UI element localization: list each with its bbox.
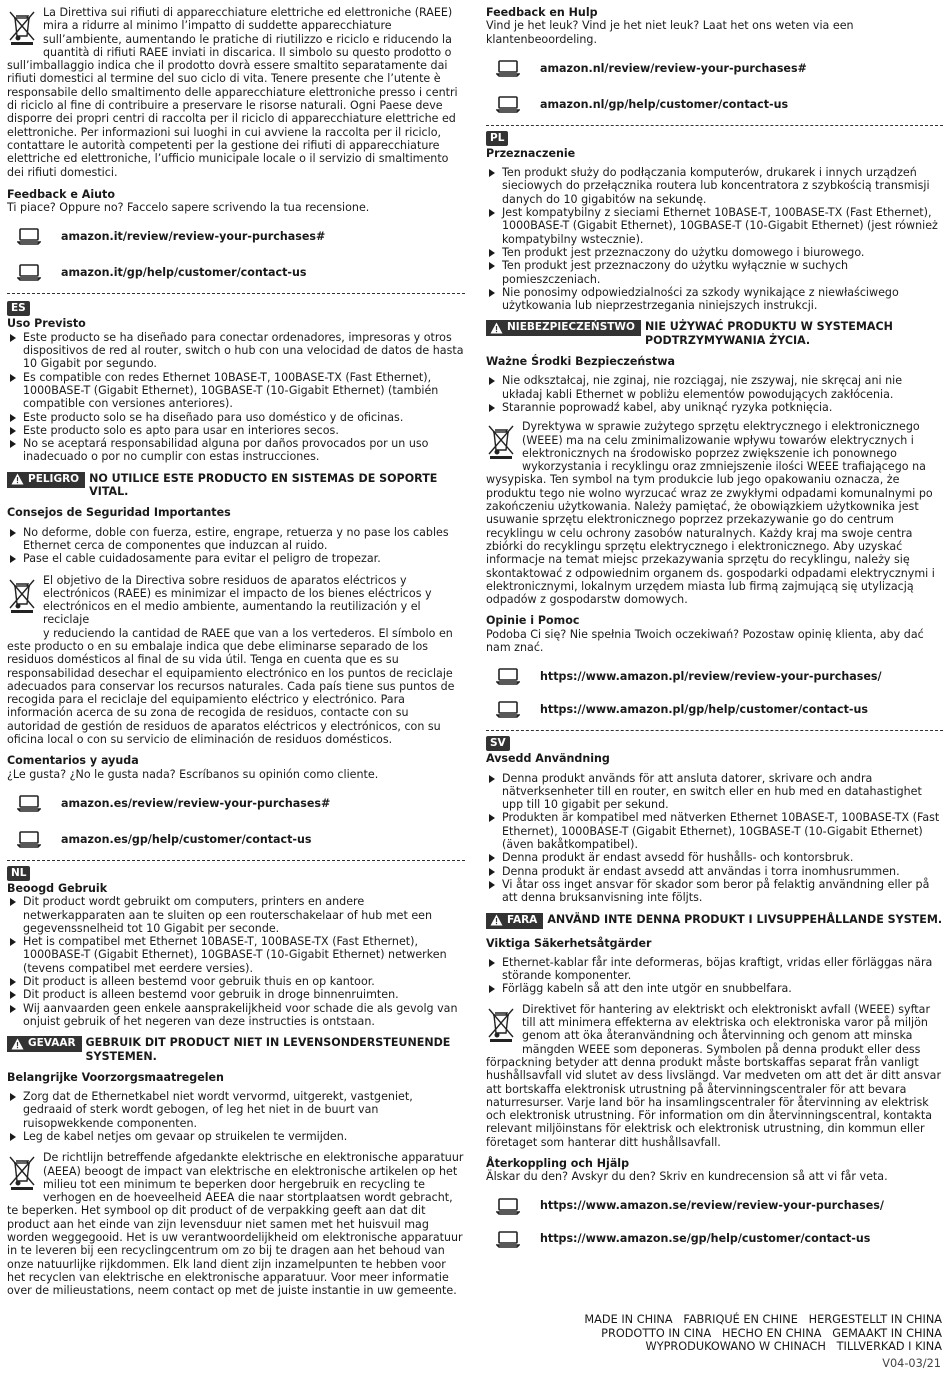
nl-language-tag: NL (7, 866, 30, 881)
es-feedback-title: Comentarios y ayuda (7, 754, 139, 768)
divider (486, 730, 943, 731)
sv-review-link[interactable]: https://www.amazon.se/review/review-your-purchases/ (540, 1199, 884, 1213)
list-item: Zorg dat de Ethernetkabel niet wordt vervormd, uitgerekt, vastgeniet, gedraaid of sterk wordt gebogen, of leg het niet in de buurt van ruisopwekkende componenten. (7, 1090, 465, 1130)
divider (7, 293, 465, 294)
nl-safety-title: Belangrijke Voorzorgsmaatregelen (7, 1070, 224, 1084)
it-contact-link[interactable]: amazon.it/gp/help/customer/contact-us (61, 266, 307, 280)
laptop-icon (17, 795, 41, 812)
list-item: Nie odkształcaj, nie zginaj, nie rozciągaj, nie zszywaj, nie skręcaj ani nie układaj kabli Ethernet w pobliżu elementów powodujących zakłócenia. (486, 374, 943, 401)
pl-safety-title: Ważne Środki Bezpieczeństwa (486, 355, 675, 369)
es-weee-line: El objetivo de la Directiva sobre residuos de aparatos eléctricos y (43, 573, 407, 587)
list-item: Dit product is alleen bestemd voor gebruik in droge binnenruimten. (7, 988, 465, 1001)
it-review-link[interactable]: amazon.it/review/review-your-purchases# (61, 230, 326, 244)
list-item: Es compatible con redes Ethernet 10BASE-T, 100BASE-TX (Fast Ethernet), 1000BASE-T (Gigabit Ethernet), 10GBASE-T (10-Gigabit Ethernet) (también compatible con versiones anteriores). (7, 371, 465, 411)
list-item: Förlägg kabeln så att den inte utgör en snubbelfara. (486, 982, 943, 995)
list-item: Jest kompatybilny z sieciami Ethernet 10BASE-T, 100BASE-TX (Fast Ethernet), 1000BASE-T (Gigabit Ethernet), 10GBASE-T (10-Gigabit Ethernet) (jest również kompatybilny wstecznie). (486, 206, 943, 246)
laptop-icon (17, 228, 41, 245)
made-in-footer (584, 1313, 942, 1354)
laptop-icon (496, 668, 520, 685)
list-item: Este producto solo se ha diseñado para uso doméstico y de oficinas. (7, 411, 465, 424)
pl-link-review[interactable] (486, 668, 943, 685)
it-feedback-title: Feedback e Aiuto (7, 187, 115, 201)
laptop-icon (17, 831, 41, 848)
nl-safety-list (7, 1090, 465, 1143)
list-item: Este producto solo es apto para usar en interiores secos. (7, 424, 465, 437)
pl-feedback-text: Podoba Ci się? Nie spełnia Twoich oczekiwań? Pozostaw opinię klienta, aby dać nam znać. (486, 627, 924, 654)
list-item: No deforme, doble con fuerza, estire, engrape, retuerza y no pase los cables Ethernet cerca de componentes que induzcan al ruido. (7, 526, 465, 553)
list-item: Vi åtar oss inget ansvar för skador som beror på felaktig användning eller på att denna bruksanvisning inte följts. (486, 878, 943, 905)
list-item: No se aceptará responsabilidad alguna por daños provocados por un uso inadecuado o por no cumplir con estas instrucciones. (7, 437, 465, 464)
pl-weee-line: elektronicznych na środowisko poprzez zwiększenie ich ponownego (522, 446, 897, 460)
sv-contact-link[interactable]: https://www.amazon.se/gp/help/customer/contact-us (540, 1232, 871, 1246)
laptop-icon (496, 60, 520, 77)
divider (7, 860, 465, 861)
it-link-review[interactable] (7, 228, 465, 245)
sv-use-title: Avsedd Användning (486, 752, 610, 766)
nl-weee-line: (AEEA) beoogt de impact van elektrische en elektronische artikelen op het (43, 1164, 458, 1178)
list-item: Ten produkt jest przeznaczony do użytku wyłącznie w suchych pomieszczeniach. (486, 259, 943, 286)
pl-warning (486, 320, 943, 347)
es-weee-line: y reduciendo la cantidad de RAEE que van a los vertederos. El símbolo en (43, 626, 453, 640)
es-warning (7, 472, 465, 499)
es-feedback-text: ¿Le gusta? ¿No le gusta nada? Escríbanos su opinión como cliente. (7, 767, 379, 781)
pl-warning-text: NIE UŻYWAĆ PRODUKTU W SYSTEMACH PODTRZYMYWANIA ŻYCIA. (644, 320, 893, 347)
sv-safety-list (486, 956, 943, 996)
list-item: Denna produkt är endast avsedd att användas i torra inomhusrummen. (486, 865, 943, 878)
right-column (486, 6, 943, 1260)
es-warning-badge: PELIGRO (7, 472, 85, 488)
list-item: Denna produkt används för att ansluta datorer, skrivare och andra nätverksenheter till en router, en switch eller en hub med en datahastighet upp till 10 gigabit per sekund. (486, 772, 943, 812)
es-link-review[interactable] (7, 795, 465, 812)
pl-weee-line: wykorzystania i recyklingu oraz zmniejszenie ilości WEEE trafiającego na (522, 460, 926, 474)
nl-contact-link[interactable]: amazon.nl/gp/help/customer/contact-us (540, 97, 789, 111)
sv-use-list (486, 772, 943, 905)
footer-line: WYPRODUKOWANO W CHINACH TILLVERKAD I KINA (645, 1340, 942, 1353)
laptop-icon (496, 1231, 520, 1248)
es-safety-list (7, 526, 465, 566)
pl-use-title: Przeznaczenie (486, 146, 576, 160)
nl-review-link[interactable]: amazon.nl/review/review-your-purchases# (540, 61, 807, 75)
it-link-contact[interactable] (7, 264, 465, 281)
footer-line: MADE IN CHINA FABRIQUÉ EN CHINE HERGESTELLT IN CHINA (584, 1313, 942, 1326)
es-review-link[interactable]: amazon.es/review/review-your-purchases# (61, 796, 331, 810)
list-item: Ten produkt jest przeznaczony do użytku domowego i biurowego. (486, 246, 943, 259)
nl-warning-text: GEBRUIK DIT PRODUCT NIET IN LEVENSONDERSTEUNENDE SYSTEMEN. (85, 1036, 451, 1063)
sv-link-contact[interactable] (486, 1231, 943, 1248)
es-language-tag: ES (7, 301, 30, 316)
sv-weee-rest: förpackning betyder att denna produkt måste bortskaffas separat från vanligt hushållsavfall vid slutet av dess livslängd. Var medveten om att det är ditt ansvar att bortskaffa elektronisk utrustning på återvinningscentraler för att bevara naturresurser. Varje land bör ha insamlingscentraler för återvinning av elektrisk och elektronisk utrustning. För information om din återvinningscentral, kontakta relevant miljöinstans för elektrisk och elektronisk utrustning, din kommun eller företaget som hanterar ditt hushållsavfall. (486, 1055, 942, 1149)
list-item: Het is compatibel met Ethernet 10BASE-T, 100BASE-TX (Fast Ethernet), 1000BASE-T (Gigabit Ethernet), 10GBASE-T (10-Gigabit Ethernet) netwerken (tevens compatibel met eerdere versies). (7, 935, 465, 975)
list-item: Ethernet-kablar får inte deformeras, böjas kraftigt, vridas eller förläggas nära störande komponenter. (486, 956, 943, 983)
sv-feedback-title: Återkoppling och Hjälp (486, 1157, 630, 1170)
laptop-icon (496, 701, 520, 718)
pl-weee-line: Dyrektywa w sprawie zużytego sprzętu elektrycznego i elektronicznego (522, 420, 920, 434)
nl-weee-line: De richtlijn betreffende afgedankte elektrische en elektronische apparatuur (43, 1151, 464, 1165)
nl-use-title: Beoogd Gebruik (7, 881, 108, 895)
nl-weee-line: milieu tot een minimum te beperken door hergebruik en recycling te (43, 1177, 425, 1191)
pl-contact-link[interactable]: https://www.amazon.pl/gp/help/customer/contact-us (540, 703, 868, 717)
list-item: Wij aanvaarden geen enkele aansprakelijkheid voor schade die als gevolg van onjuist gebruik of het negeren van deze instructies is ontstaan. (7, 1002, 465, 1029)
nl-weee-rest: te beperken. Het symbool op dit product of de verpakking geeft aan dat dit product aan het einde van zijn levensduur niet samen met het huisvuil mag worden weggegooid. Het is uw verantwoordelijkheid om elektronische apparatuur in te leveren bij een recyclingcentrum om zo bij te dragen aan het behoud van onze natuurlijke rijkdommen. Elk land dient zijn inzamelpunten te hebben voor het recyclen van elektrische en elektronische apparatuur. Voor meer informatie over de milieustations, neem contact op met de juiste instantie in uw gemeente. (7, 1204, 463, 1298)
es-warning-text: NO UTILICE ESTE PRODUCTO EN SISTEMAS DE SOPORTE VITAL. (89, 471, 438, 499)
it-weee-section (7, 6, 465, 179)
list-item: Ten produkt służy do podłączania komputerów, drukarek i innych urządzeń sieciowych do przełącznika routera lub koncentratora z szybkością transmisji danych do 10 gigabitów na sekundę. (486, 166, 943, 206)
list-item: Este producto se ha diseñado para conectar ordenadores, impresoras y otros dispositivos de red al router, switch o hub con una velocidad de datos de hasta 10 Gigabit por segundo. (7, 331, 465, 371)
nl-link-review[interactable] (486, 60, 943, 77)
version-code: V04-03/21 (882, 1357, 941, 1370)
it-feedback-text: Ti piace? Oppure no? Faccelo sapere scrivendo la tua recensione. (7, 201, 370, 215)
es-weee-section (7, 574, 465, 747)
laptop-icon (496, 1198, 520, 1215)
nl-use-list (7, 895, 465, 1028)
nl-link-contact[interactable] (486, 96, 943, 113)
list-item: Dit product is alleen bestemd voor gebruik thuis en op kantoor. (7, 975, 465, 988)
weee-bin-icon (7, 576, 37, 614)
pl-language-tag: PL (486, 131, 508, 146)
nl-feedback-title: Feedback en Hulp (486, 6, 598, 19)
nl-warning-badge: GEVAAR (7, 1036, 82, 1052)
pl-feedback-title: Opinie i Pomoc (486, 614, 580, 628)
sv-warning-badge: FARA (486, 913, 543, 929)
pl-use-list (486, 166, 943, 312)
it-weee-text: La Direttiva sui rifiuti di apparecchiature elettriche ed elettroniche (RAEE) mira a ridurre al minimo l’impatto di suddette apparecchiature sull’ambiente, aumentando le pratiche di riutilizzo e riciclo e riducendo la quantità di rifiuti RAEE inviati in discarica. Il simbolo su questo prodotto o sull’imballaggio indica che il prodotto dovrà essere smaltito separatamente dai rifiuti domestici al termine del suo ciclo di vita. Tenere presente che l’utente è responsabile dello smaltimento delle apparecchiature elettroniche presso i centri di riciclo al fine di contribuire a preservare le risorse naturali. Ogni Paese deve disporre dei propri centri di raccolta per il riciclo di apparecchiature elettriche ed elettroniche. Per informazioni sui luoghi in cui avviene la raccolta per il riciclo, contattare le autorità competenti per la gestione dei rifiuti di apparecchiature elettriche ed elettroniche, l’ufficio municipale locale o il servizio di smaltimento dei rifiuti domestici. (7, 6, 458, 179)
list-item: Denna produkt är endast avsedd för hushålls- och kontorsbruk. (486, 851, 943, 864)
footer-line: PRODOTTO IN CINA HECHO EN CHINA GEMAAKT IN CHINA (601, 1326, 942, 1340)
sv-weee-section (486, 1003, 943, 1149)
weee-bin-icon (486, 422, 516, 460)
list-item: Nie ponosimy odpowiedzialności za szkody wynikające z niewłaściwego użytkowania lub nieprzestrzegania niniejszych instrukcji. (486, 286, 943, 313)
warning-triangle-icon (490, 914, 507, 926)
list-item: Starannie poprowadź kabel, aby uniknąć ryzyka potknięcia. (486, 401, 943, 414)
list-item: Dit product wordt gebruikt om computers, printers en andere netwerkapparaten aan te sluiten op een routerschakelaar of hub met een gegevenssnelheid tot 10 Gigabit per seconde. (7, 895, 465, 935)
list-item: Produkten är kompatibel med nätverken Ethernet 10BASE-T, 100BASE-TX (Fast Ethernet), 1000BASE-T (Gigabit Ethernet), 10GBASE-T (10-Gigabit Ethernet) (även bakåtkompatibel). (486, 811, 943, 851)
pl-weee-section (486, 420, 943, 606)
list-item: Pase el cable cuidadosamente para evitar el peligro de tropezar. (7, 552, 465, 565)
es-weee-line: electrónicos (RAEE) es minimizar el impacto de los bienes eléctricos y (43, 586, 432, 600)
sv-safety-title: Viktiga Säkerhetsåtgärder (486, 936, 652, 950)
es-use-title: Uso Previsto (7, 317, 86, 331)
warning-triangle-icon (11, 1038, 28, 1050)
es-contact-link[interactable]: amazon.es/gp/help/customer/contact-us (61, 832, 312, 846)
sv-feedback-text: Älskar du den? Avskyr du den? Skriv en kundrecension så att vi får veta. (486, 1170, 888, 1184)
sv-weee-line: till att minimera effekterna av elektriska och elektroniska varor på miljön (522, 1016, 928, 1030)
laptop-icon (17, 264, 41, 281)
list-item: Leg de kabel netjes om gevaar op struikelen te vermijden. (7, 1130, 465, 1143)
nl-weee-section (7, 1151, 465, 1297)
es-weee-line: electrónicos en el medio ambiente, aumentando la reutilización y el reciclaje (43, 600, 421, 627)
weee-bin-icon (7, 8, 37, 46)
es-safety-title: Consejos de Seguridad Importantes (7, 506, 231, 520)
sv-warning-text: ANVÄND INTE DENNA PRODUKT I LIVSUPPEHÅLLANDE SYSTEM. (547, 912, 943, 926)
laptop-icon (496, 96, 520, 113)
warning-triangle-icon (490, 322, 507, 334)
sv-weee-line: mängden WEEE som deponeras. Symbolen på denna produkt eller dess (522, 1042, 921, 1056)
nl-warning (7, 1036, 465, 1063)
pl-weee-line: (WEEE) ma na celu zminimalizowanie wpływu towarów elektrycznych i (522, 433, 914, 447)
pl-safety-list (486, 374, 943, 414)
warning-triangle-icon (11, 473, 28, 485)
weee-bin-icon (7, 1153, 37, 1191)
sv-warning (486, 913, 943, 929)
divider (486, 125, 943, 126)
nl-feedback-text: Vind je het leuk? Vind je het niet leuk? Laat het ons weten via een klantenbeoordeling. (486, 19, 854, 46)
pl-warning-badge: NIEBEZPIECZEŃSTWO (486, 320, 641, 336)
weee-bin-icon (486, 1005, 516, 1043)
es-use-list (7, 331, 465, 464)
nl-weee-line: verhogen en de hoeveelheid AEEA die naar stortplaatsen wordt gebracht, (43, 1191, 453, 1205)
left-column (7, 6, 465, 1298)
es-link-contact[interactable] (7, 831, 465, 848)
sv-weee-line: genom att öka återanvändning och återvinning och genom att minska (522, 1029, 913, 1043)
sv-link-review[interactable] (486, 1198, 943, 1215)
sv-weee-line: Direktivet för hantering av elektriskt och elektroniskt avfall (WEEE) syftar (522, 1002, 931, 1016)
es-weee-rest: este producto o en su embalaje indica que debe eliminarse separado de los residuos domésticos al final de su vida útil. Tenga en cuenta que es su responsabilidad desechar el equipamiento electrónico en los puntos de reciclaje adecuados para conservar los recursos naturales. Cada país tiene sus puntos de recogida para el reciclaje del equipamiento eléctrico y electrónico. Para información acerca de su zona de recogida de residuos, contacte con su autoridad de gestión de residuos de aparatos eléctricos y electrónicos, con su oficina local o con su servicio de eliminación de residuos domésticos. (7, 639, 455, 747)
pl-review-link[interactable]: https://www.amazon.pl/review/review-your-purchases/ (540, 670, 882, 684)
pl-weee-rest: wysypiska. Ten symbol na tym produkcie lub jego opakowaniu oznacza, że produktu tego nie wolno wyrzucać wraz ze zwykłymi odpadami komunalnymi po zakończeniu użytkowania. Należy pamiętać, że obowiązkiem użytkownika jest usuwanie sprzętu elektronicznego poprzez przekazywanie go do centrum recyklingu w celu ochrony zasobów naturalnych. Każdy kraj ma swoje centra zbiórki do recyklingu sprzętu elektrycznego i elektronicznego. Aby uzyskać informacje na temat miejsc przekazywania sprzętu do recyklingu, należy się skontaktować z odpowiednim organem ds. gospodarki odpadami elektrycznymi i elektronicznymi, lokalnym urzędem miasta lub firmą zajmującą się utylizacją odpadów z gospodarstw domowych. (486, 473, 935, 607)
sv-language-tag: SV (486, 736, 510, 751)
pl-link-contact[interactable] (486, 701, 943, 718)
